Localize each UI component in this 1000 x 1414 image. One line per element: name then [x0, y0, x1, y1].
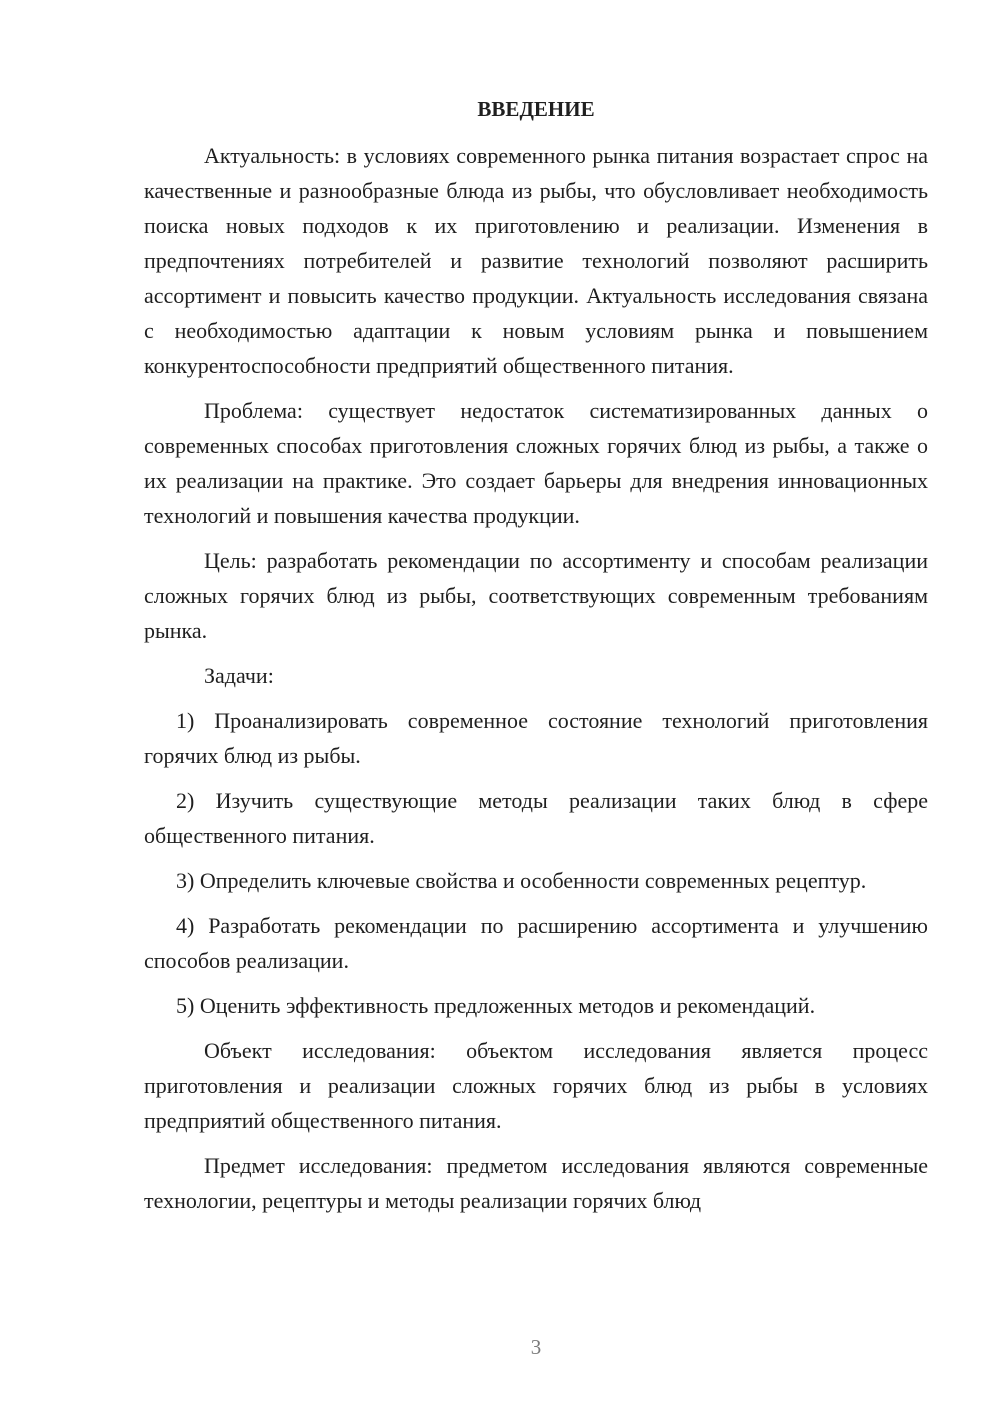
task-item-4: 4) Разработать рекомендации по расширению ассортимента и улучшению способов реализации.: [144, 913, 928, 973]
tasks-heading: Задачи:: [204, 663, 274, 688]
page-number: 3: [530, 1335, 542, 1359]
task-item-1: 1) Проанализировать современное состояние технологий приготовления горячих блюд из рыбы.: [144, 708, 928, 768]
task-item-5: 5) Оценить эффективность предложенных методов и рекомендаций.: [176, 993, 816, 1018]
paragraph-goal: Цель: разработать рекомендации по ассортименту и способам реализации сложных горячих блюд из рыбы, соответствующих современным требованиям рынка.: [144, 548, 928, 643]
paragraph-subject: Предмет исследования: предметом исследования являются современные технологии, рецептуры и методы реализации горячих блюд: [144, 1153, 928, 1213]
paragraph-problem: Проблема: существует недостаток систематизированных данных о современных способах приготовления сложных горячих блюд из рыбы, а также о их реализации на практике. Это создает барьеры для внедрения инновационных технологий и повышения качества продукции.: [144, 398, 928, 528]
paragraph-object: Объект исследования: объектом исследования является процесс приготовления и реализации сложных горячих блюд из рыбы в условиях предприятий общественного питания.: [144, 1038, 928, 1133]
task-item-2: 2) Изучить существующие методы реализации таких блюд в сфере общественного питания.: [144, 788, 928, 848]
page-content: [144, 96, 928, 1228]
task-item-3: 3) Определить ключевые свойства и особенности современных рецептур.: [176, 868, 867, 893]
section-title: ВВЕДЕНИЕ: [477, 97, 595, 121]
paragraph-relevance: Актуальность: в условиях современного рынка питания возрастает спрос на качественные и разнообразные блюда из рыбы, что обусловливает необходимость поиска новых подходов к их приготовлению и реализации. Изменения в предпочтениях потребителей и развитие технологий позволяют расширить ассортимент и повысить качество продукции. Актуальность исследования связана с необходимостью адаптации к новым условиям рынка и повышением конкурентоспособности предприятий общественного питания.: [144, 143, 928, 378]
